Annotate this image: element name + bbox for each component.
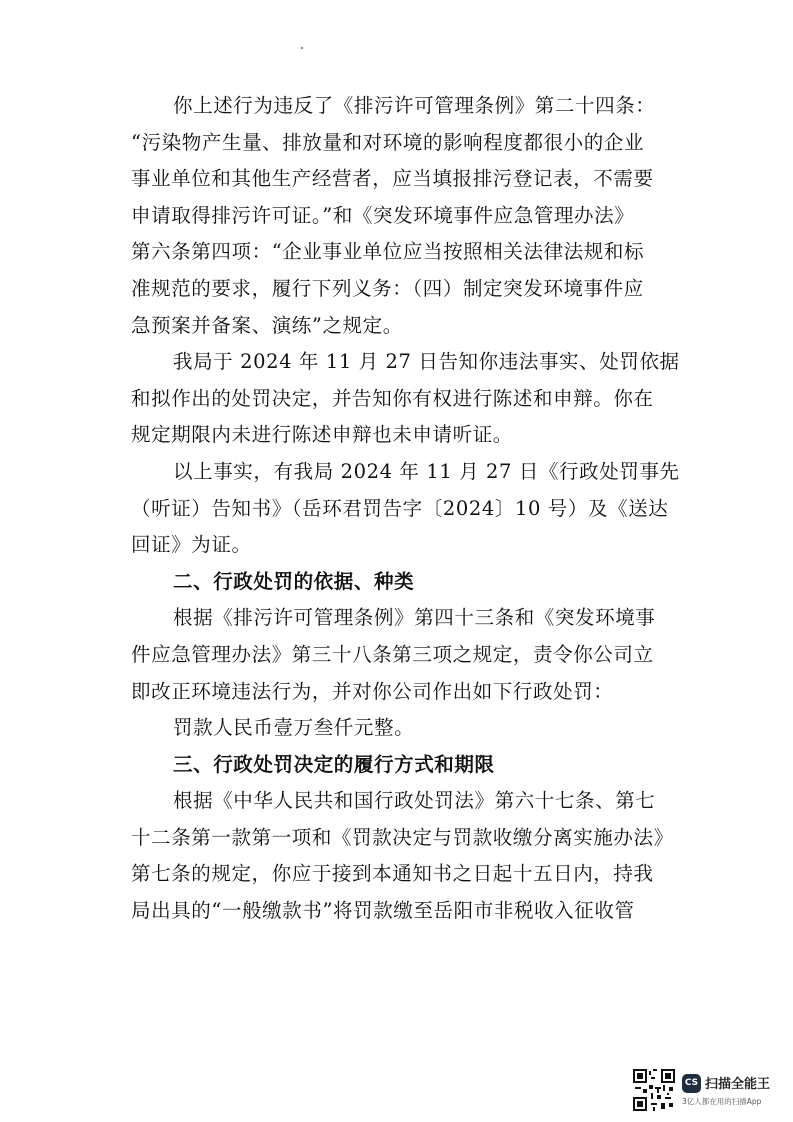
cs-logo-icon: CS [682, 1074, 701, 1093]
text-line: 即改正环境违法行为，并对你公司作出如下行政处罚： [131, 679, 614, 703]
text-line: 罚款人民币壹万叁仟元整。 [173, 716, 415, 740]
text-line: 你上述行为违反了《排污许可管理条例》第二十四条： [173, 94, 656, 117]
document-body [131, 88, 680, 930]
text-line: 准规范的要求，履行下列义务：（四）制定突发环境事件应 [131, 276, 644, 300]
text-line: 第七条的规定，你应于接到本通知书之日起十五日内，持我 [131, 862, 654, 886]
text-line: 以上事实，有我局 2024 年 11 月 27 日《行政处罚事先 [173, 459, 680, 483]
text-line: 和拟作出的处罚决定，并告知你有权进行陈述和申辩。你在 [131, 386, 654, 410]
text-line: 根据《中华人民共和国行政处罚法》第六十七条、第七 [173, 789, 656, 813]
text-line: “污染物产生量、排放量和对环境的影响程度都很小的企业 [131, 130, 645, 154]
text-line: 根据《排污许可管理条例》第四十三条和《突发环境事 [173, 606, 656, 630]
text-line: 十二条第一款第一项和《罚款决定与罚款收缴分离实施办法》 [131, 825, 674, 849]
text-line: 回证》为证。 [131, 533, 252, 557]
section-heading: 二、行政处罚的依据、种类 [173, 569, 415, 593]
text-line: （听证）告知书》（岳环君罚告字〔2024〕10 号）及《送达 [131, 496, 669, 520]
section-heading: 三、行政处罚决定的履行方式和期限 [173, 752, 495, 776]
text-line: 件应急管理办法》第三十八条第三项之规定，责令你公司立 [131, 642, 654, 666]
qr-code-icon [633, 1069, 675, 1111]
text-line: 申请取得排污许可证。”和《突发环境事件应急管理办法》 [131, 203, 635, 227]
text-line: 第六条第四项：“企业事业单位应当按照相关法律法规和标 [131, 240, 645, 264]
text-line: 局出具的“一般缴款书”将罚款缴至岳阳市非税收入征收管 [131, 899, 635, 923]
text-line: 我局于 2024 年 11 月 27 日告知你违法事实、处罚依据 [173, 350, 680, 374]
scan-speck [301, 47, 303, 49]
scanner-watermark [633, 1069, 783, 1113]
text-line: 规定期限内未进行陈述申辩也未申请听证。 [131, 423, 513, 447]
scanner-brand-name: 扫描全能王 [705, 1077, 771, 1092]
text-line: 急预案并备案、演练”之规定。 [131, 313, 403, 337]
scanner-tagline: 3亿人都在用的扫描App [682, 1097, 762, 1106]
text-line: 事业单位和其他生产经营者，应当填报排污登记表，不需要 [131, 167, 654, 191]
